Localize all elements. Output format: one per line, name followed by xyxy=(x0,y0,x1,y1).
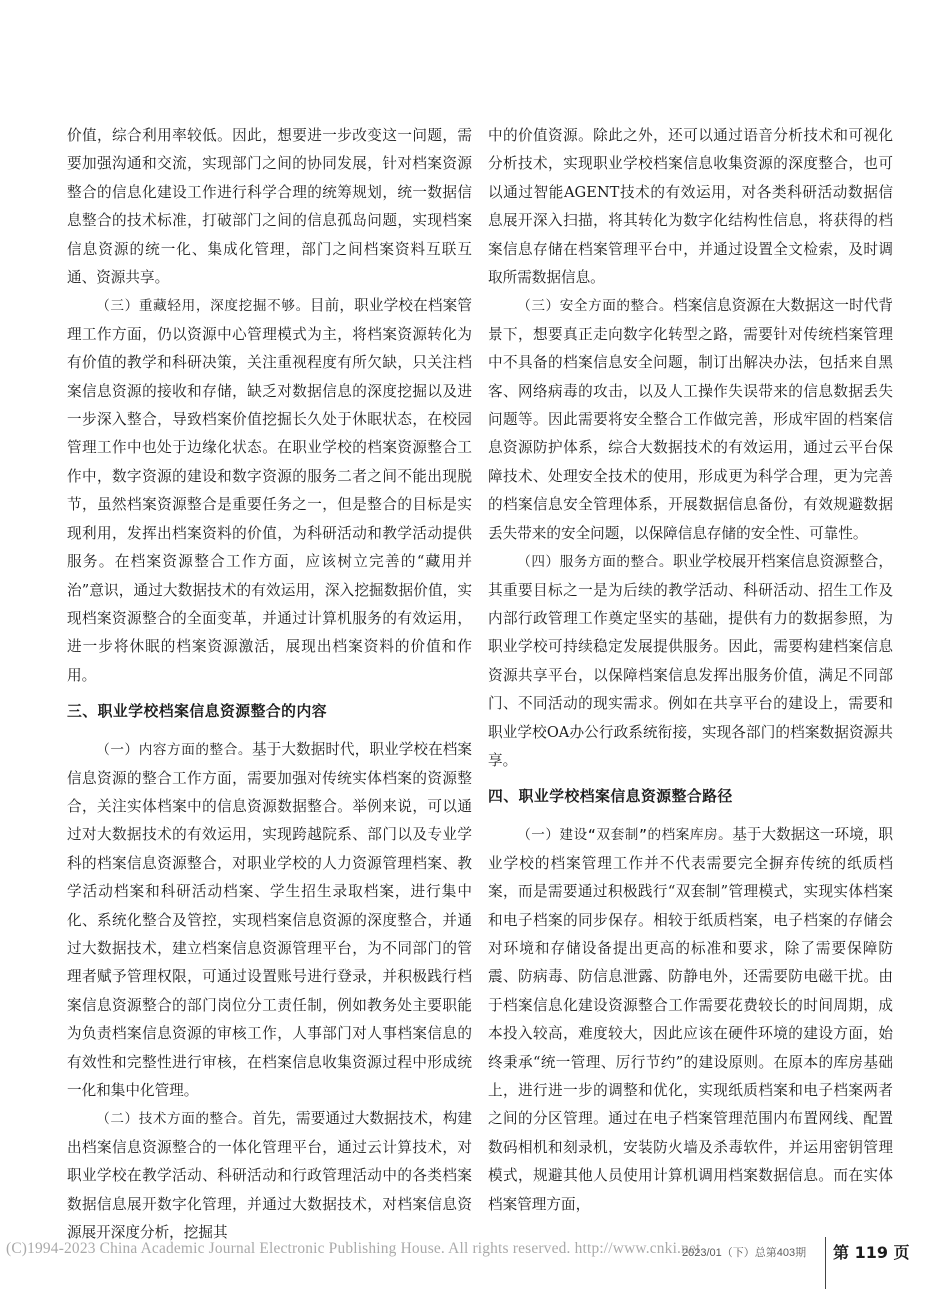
left-column xyxy=(67,122,472,1247)
paragraph xyxy=(488,821,893,1219)
paragraph-body: 职业学校展开档案信息资源整合，其重要目标之一是为后续的教学活动、科研活动、招生工作及内部行政管理工作奠定坚实的基础，提供有力的数据参照，为职业学校可持续稳定发展提供服务。因此，需要构建档案信息资源共享平台，以保障档案信息发挥出服务价值，满足不同部门、不同活动的现实需求。例如在共享平台的建设上，需要和职业学校OA办公行政系统衔接，实现各部门的档案数据资源共享。 xyxy=(488,553,893,769)
paragraph-body: 目前，职业学校在档案管理工作方面，仍以资源中心管理模式为主，将档案资源转化为有价值的教学和科研决策，关注重视程度有所欠缺，只关注档案信息资源的接收和存储，缺乏对数据信息的深度挖掘以及进一步深入整合，导致档案价值挖掘长久处于休眠状态，在校园管理工作中也处于边缘化状态。在职业学校的档案资源整合工作中，数字资源的建设和数字资源的服务二者之间不能出现脱节，虽然档案资源整合是重要任务之一，但是整合的目标是实现利用，发挥出档案资料的价值，为科研活动和教学活动提供服务。在档案资源整合工作方面，应该树立完善的“藏用并治”意识，通过大数据技术的有效运用，深入挖掘数据价值，实现档案资源整合的全面变革，并通过计算机服务的有效运用，进一步将休眠的档案资源激活，展现出档案资料的价值和作用。 xyxy=(67,297,472,684)
paragraph xyxy=(67,736,472,1105)
paragraph: 中的价值资源。除此之外，还可以通过语音分析技术和可视化分析技术，实现职业学校档案信息收集资源的深度整合，也可以通过智能AGENT技术的有效运用，对各类科研活动数据信息展开深入扫描，将其转化为数字化结构性信息，将获得的档案信息存储在档案管理平台中，并通过设置全文检索，及时调取所需数据信息。 xyxy=(488,127,893,287)
paragraph: 价值，综合利用率较低。因此，想要进一步改变这一问题，需要加强沟通和交流，实现部门之间的协同发展，针对档案资源整合的信息化建设工作进行科学合理的统筹规划，统一数据信息整合的技术标准，打破部门之间的信息孤岛问题，实现档案信息资源的统一化、集成化管理，部门之间档案资料互联互通、资源共享。 xyxy=(67,127,472,287)
paragraph xyxy=(488,292,893,548)
right-column xyxy=(488,122,893,1219)
subsection-label: （四）服务方面的整合。 xyxy=(517,554,674,571)
subsection-label: （三）安全方面的整合。 xyxy=(517,298,674,315)
paragraph-body: 首先，需要通过大数据技术，构建出档案信息资源整合的一体化管理平台，通过云计算技术，对职业学校在教学活动、科研活动和行政管理活动中的各类档案数据信息展开数字化管理，并通过大数据技术，对档案信息资源展开深度分析，挖掘其 xyxy=(67,1110,472,1242)
subsection-label: （三）重藏轻用，深度挖掘不够。 xyxy=(96,298,310,315)
paragraph-body: 基于大数据时代，职业学校在档案信息资源的整合工作方面，需要加强对传统实体档案的资源整合，关注实体档案中的信息资源数据整合。举例来说，可以通过对大数据技术的有效运用，实现跨越院系、部门以及专业学科的档案信息资源整合，对职业学校的人力资源管理档案、教学活动档案和科研活动档案、学生招生录取档案，进行集中化、系统化整合及管控，实现档案信息资源的深度整合，并通过大数据技术，建立档案信息资源管理平台，为不同部门的管理者赋予管理权限，可通过设置账号进行登录，并积极践行档案信息资源整合的部门岗位分工责任制，例如教务处主要职能为负责档案信息资源的审核工作，人事部门对人事档案信息的有效性和完整性进行审核，在档案信息收集资源过程中形成统一化和集中化管理。 xyxy=(67,741,472,1099)
paragraph xyxy=(67,1105,472,1247)
issue-info: 2023/01（下）总第403期 xyxy=(682,1247,807,1259)
footer-divider xyxy=(825,1237,826,1289)
paragraph-body: 基于大数据这一环境，职业学校的档案管理工作并不代表需要完全摒弃传统的纸质档案，而是需要通过积极践行“双套制”管理模式，实现实体档案和电子档案的同步保存。相较于纸质档案，电子档案的存储会对环境和存储设备提出更高的标准和要求，除了需要保障防震、防病毒、防信息泄露、防静电外，还需要防电磁干扰。由于档案信息化建设资源整合工作需要花费较长的时间周期，成本投入较高，难度较大，因此应该在硬件环境的建设方面，始终秉承“统一管理、厉行节约”的建设原则。在原本的库房基础上，进行进一步的调整和优化，实现纸质档案和电子档案两者之间的分区管理。通过在电子档案管理范围内布置网线、配置数码相机和刻录机，安装防火墙及杀毒软件，并运用密钥管理模式，规避其他人员使用计算机调用档案数据信息。而在实体档案管理方面， xyxy=(488,826,893,1213)
subsection-label: （一）建设“双套制”的档案库房。 xyxy=(517,827,733,844)
page-number: 第 119 页 xyxy=(833,1243,910,1262)
section-heading: 四、职业学校档案信息资源整合路径 xyxy=(488,788,733,806)
paragraph xyxy=(488,548,893,775)
paragraph-body: 档案信息资源在大数据这一时代背景下，想要真正走向数字化转型之路，需要针对传统档案管理中不具备的档案信息安全问题，制订出解决办法，包括来自黑客、网络病毒的攻击，以及人工操作失误带来的信息数据丢失问题等。因此需要将安全整合工作做完善，形成牢固的档案信息资源防护体系，综合大数据技术的有效运用，通过云平台保障技术、处理安全技术的使用，形成更为科学合理，更为完善的档案信息安全管理体系，开展数据信息备份，有效规避数据丢失带来的安全问题，以保障信息存储的安全性、可靠性。 xyxy=(488,297,893,542)
copyright-watermark: (C)1994-2023 China Academic Journal Electronic Publishing House. All rights reserved. http://www.cnki.net xyxy=(6,1240,701,1257)
section-heading: 三、职业学校档案信息资源整合的内容 xyxy=(67,703,328,721)
subsection-label: （一）内容方面的整合。 xyxy=(96,742,253,759)
paragraph xyxy=(67,292,472,690)
subsection-label: （二）技术方面的整合。 xyxy=(96,1111,253,1128)
